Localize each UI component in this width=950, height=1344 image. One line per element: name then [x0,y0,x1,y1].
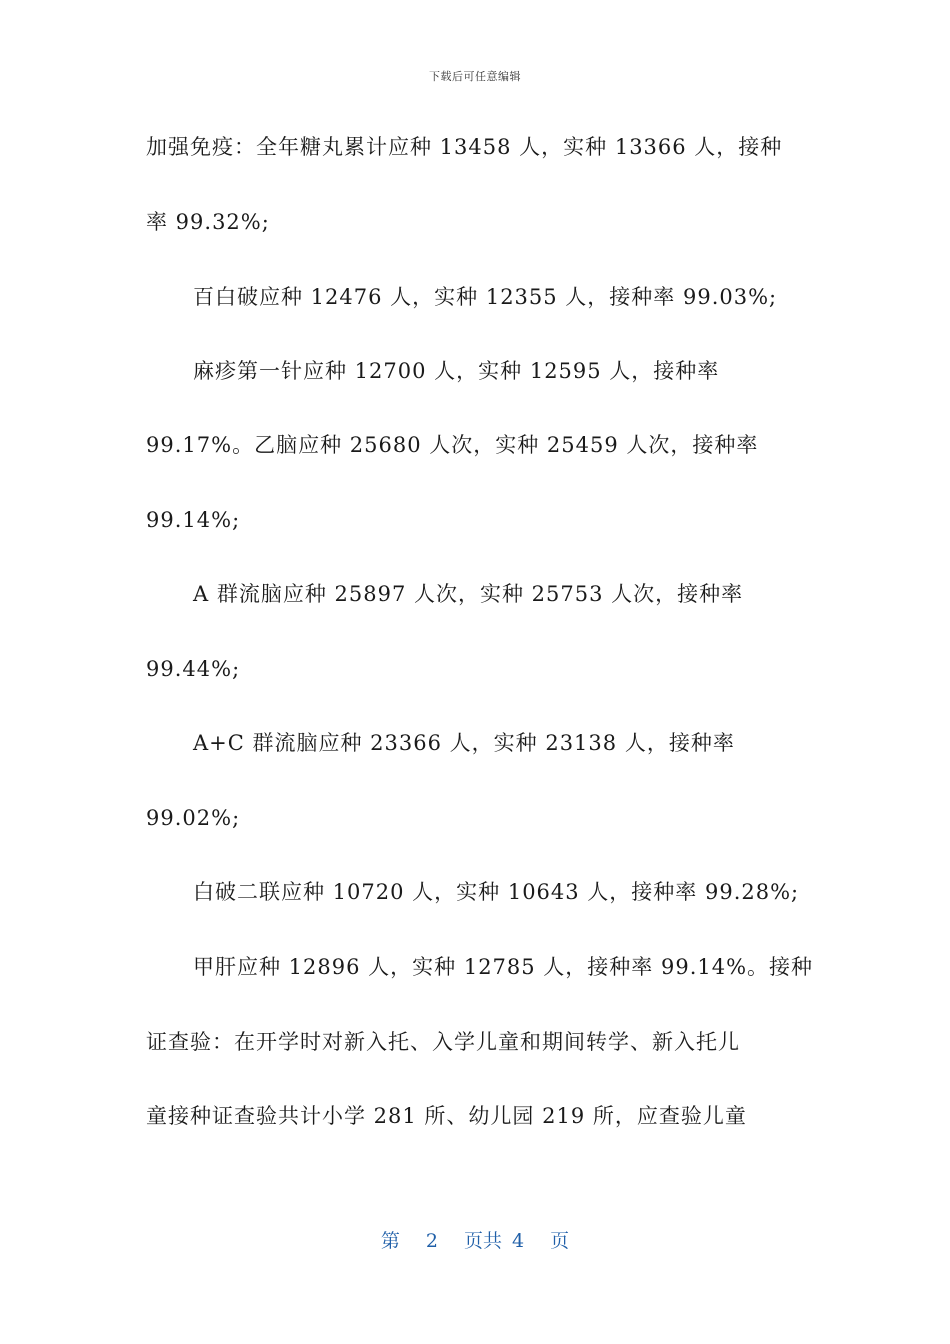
text-line-2: 率 99.32%; [146,210,270,234]
text-line-11: 白破二联应种 10720 人，实种 10643 人，接种率 99.28%; [193,880,800,904]
text-line-9: A+C 群流脑应种 23366 人，实种 23138 人，接种率 [193,731,735,755]
text-line-4: 麻疹第一针应种 12700 人，实种 12595 人，接种率 [193,359,720,383]
text-line-6: 99.14%; [146,508,241,532]
text-line-3: 百白破应种 12476 人，实种 12355 人，接种率 99.03%; [193,285,778,309]
text-line-10: 99.02%; [146,806,241,830]
page-header: 下载后可任意编辑 [429,70,521,83]
text-line-7: A 群流脑应种 25897 人次，实种 25753 人次，接种率 [193,582,744,606]
text-line-1: 加强免疫：全年糖丸累计应种 13458 人，实种 13366 人，接种 [146,135,783,159]
footer-prefix: 第 [380,1230,400,1252]
text-line-5: 99.17%。乙脑应种 25680 人次，实种 25459 人次，接种率 [146,433,759,457]
footer-suffix: 页 [550,1230,570,1252]
text-line-8: 99.44%; [146,657,241,681]
page-footer [0,1226,950,1253]
footer-total-pages: 4 [512,1230,525,1252]
text-line-12: 甲肝应种 12896 人，实种 12785 人，接种率 99.14%。接种 [193,955,814,979]
text-line-14: 童接种证查验共计小学 281 所、幼儿园 219 所，应查验儿童 [146,1104,747,1128]
footer-page-number: 2 [425,1230,438,1252]
text-line-13: 证查验：在开学时对新入托、入学儿童和期间转学、新入托儿 [146,1030,740,1054]
footer-middle: 页共 [463,1230,502,1252]
